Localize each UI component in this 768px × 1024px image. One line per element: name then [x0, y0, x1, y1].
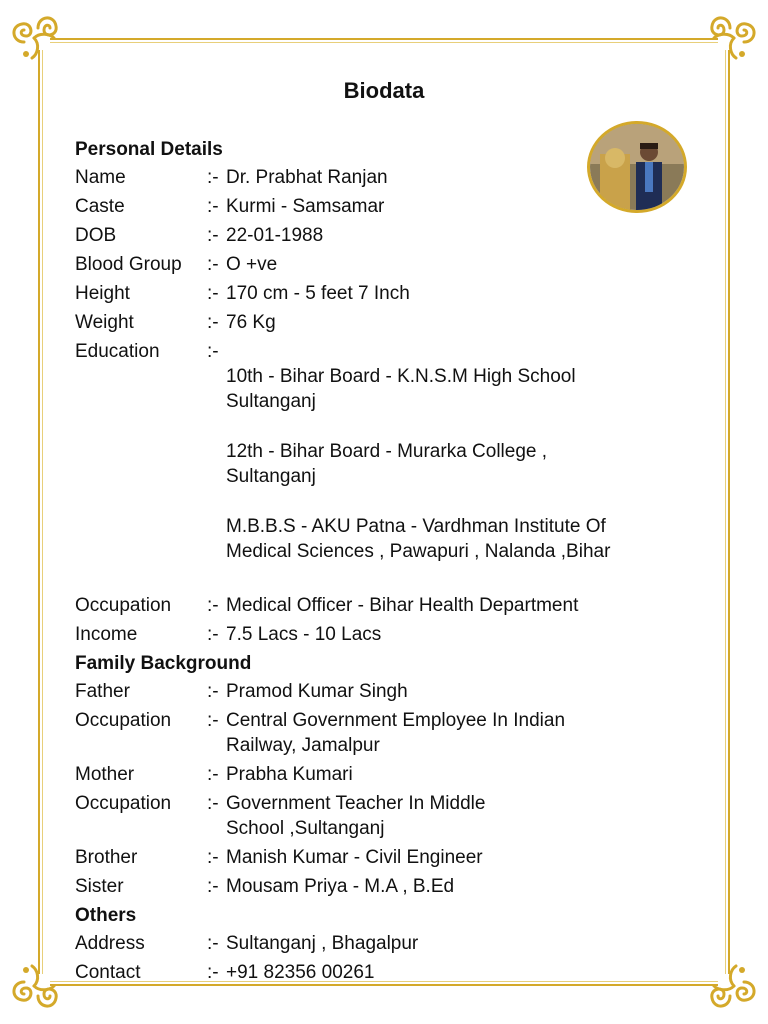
row-value: +91 82356 00261	[226, 962, 375, 983]
row-separator: :-	[207, 341, 219, 362]
detail-row	[75, 679, 695, 704]
row-label: Father	[75, 681, 130, 702]
row-separator: :-	[207, 962, 219, 983]
row-separator: :-	[207, 283, 219, 304]
detail-row	[75, 791, 695, 841]
detail-row	[75, 960, 695, 985]
row-label: Income	[75, 624, 138, 645]
corner-ornament-icon	[700, 8, 764, 72]
row-separator: :-	[207, 933, 219, 954]
row-value: Manish Kumar - Civil Engineer	[226, 847, 483, 868]
biodata-content	[75, 137, 695, 989]
row-separator: :-	[207, 793, 219, 814]
row-label: Sister	[75, 876, 124, 897]
detail-row-education	[75, 339, 695, 589]
row-value: 76 Kg	[226, 312, 276, 333]
frame-border-top-inner	[50, 42, 718, 43]
corner-ornament-icon	[4, 952, 68, 1016]
frame-border-right-inner	[725, 50, 726, 974]
row-label: Name	[75, 167, 126, 188]
row-label: Caste	[75, 196, 125, 217]
row-separator: :-	[207, 312, 219, 333]
section-heading-others: Others	[75, 905, 137, 926]
detail-row	[75, 252, 695, 277]
row-separator: :-	[207, 595, 219, 616]
row-separator: :-	[207, 254, 219, 275]
row-value: Dr. Prabhat Ranjan	[226, 167, 388, 188]
education-entry: M.B.B.S - AKU Patna - Vardhman Institute Of Medical Sciences , Pawapuri , Nalanda ,Bihar	[226, 516, 611, 562]
section-heading-personal: Personal Details	[75, 139, 223, 160]
detail-row	[75, 874, 695, 899]
frame-border-right	[728, 50, 730, 974]
detail-row	[75, 281, 695, 306]
row-separator: :-	[207, 225, 219, 246]
row-label: Address	[75, 933, 145, 954]
row-label: Occupation	[75, 793, 172, 814]
frame-border-top	[50, 38, 718, 40]
corner-ornament-icon	[4, 8, 68, 72]
row-label: Education	[75, 341, 160, 362]
row-value: 7.5 Lacs - 10 Lacs	[226, 624, 382, 645]
row-label: Weight	[75, 312, 134, 333]
row-separator: :-	[207, 681, 219, 702]
row-value: Central Government Employee In Indian Railway, Jamalpur	[226, 710, 566, 756]
detail-row	[75, 762, 695, 787]
row-separator: :-	[207, 764, 219, 785]
detail-row	[75, 310, 695, 335]
row-value: O +ve	[226, 254, 278, 275]
row-value: Sultanganj , Bhagalpur	[226, 933, 419, 954]
detail-row	[75, 593, 695, 618]
row-value: Kurmi - Samsamar	[226, 196, 385, 217]
row-value: Prabha Kumari	[226, 764, 353, 785]
row-separator: :-	[207, 847, 219, 868]
row-label: Height	[75, 283, 130, 304]
page-title: Biodata	[343, 78, 425, 103]
row-value: Medical Officer - Bihar Health Department	[226, 595, 579, 616]
row-label: Occupation	[75, 595, 172, 616]
row-separator: :-	[207, 167, 219, 188]
row-label: Occupation	[75, 710, 172, 731]
row-value	[226, 339, 695, 589]
frame-border-left-inner	[42, 50, 43, 974]
row-separator: :-	[207, 876, 219, 897]
row-separator: :-	[207, 624, 219, 645]
row-value: 22-01-1988	[226, 225, 324, 246]
detail-row	[75, 845, 695, 870]
row-label: Mother	[75, 764, 135, 785]
row-value: Mousam Priya - M.A , B.Ed	[226, 876, 455, 897]
row-label: Contact	[75, 962, 141, 983]
row-label: Blood Group	[75, 254, 182, 275]
detail-row	[75, 223, 695, 248]
row-value: Pramod Kumar Singh	[226, 681, 408, 702]
education-entry: 10th - Bihar Board - K.N.S.M High School Sultanganj	[226, 366, 576, 412]
section-heading-family: Family Background	[75, 653, 252, 674]
row-separator: :-	[207, 710, 219, 731]
row-label: Brother	[75, 847, 138, 868]
detail-row	[75, 708, 695, 758]
row-label: DOB	[75, 225, 117, 246]
corner-ornament-icon	[700, 952, 764, 1016]
row-value: Government Teacher In Middle School ,Sultanganj	[226, 793, 486, 839]
detail-row	[75, 194, 695, 219]
detail-row	[75, 931, 695, 956]
row-separator: :-	[207, 196, 219, 217]
detail-row	[75, 622, 695, 647]
row-value: 170 cm - 5 feet 7 Inch	[226, 283, 410, 304]
detail-row	[75, 165, 695, 190]
education-entry: 12th - Bihar Board - Murarka College , Sultanganj	[226, 441, 548, 487]
frame-border-left	[38, 50, 40, 974]
